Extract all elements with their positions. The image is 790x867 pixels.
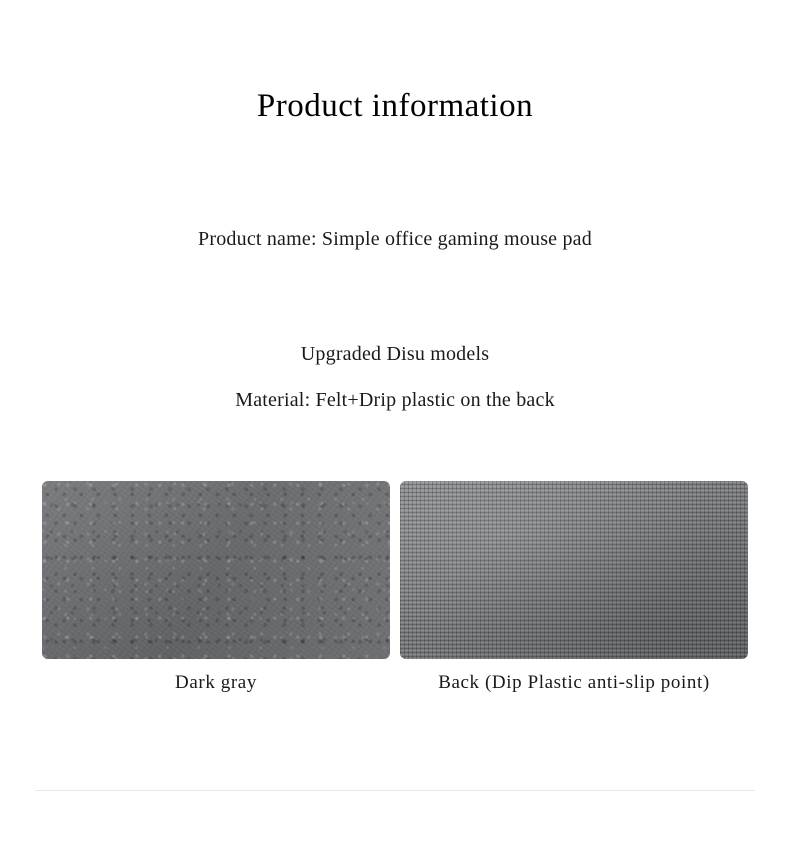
swatch-gallery bbox=[42, 481, 748, 659]
product-image-dip-plastic-back bbox=[400, 481, 748, 659]
swatch-caption-row bbox=[42, 672, 748, 694]
model-line: Upgraded Disu models bbox=[300, 343, 490, 365]
material-line: Material: Felt+Drip plastic on the back bbox=[235, 389, 555, 411]
product-image-dark-gray-front bbox=[42, 481, 390, 659]
caption-back-dip-plastic: Back (Dip Plastic anti-slip point) bbox=[438, 672, 710, 693]
product-name-line: Product name: Simple office gaming mouse pad bbox=[198, 228, 592, 250]
caption-dark-gray: Dark gray bbox=[175, 672, 257, 693]
page-title: Product information bbox=[256, 88, 534, 124]
section-divider bbox=[35, 790, 755, 791]
